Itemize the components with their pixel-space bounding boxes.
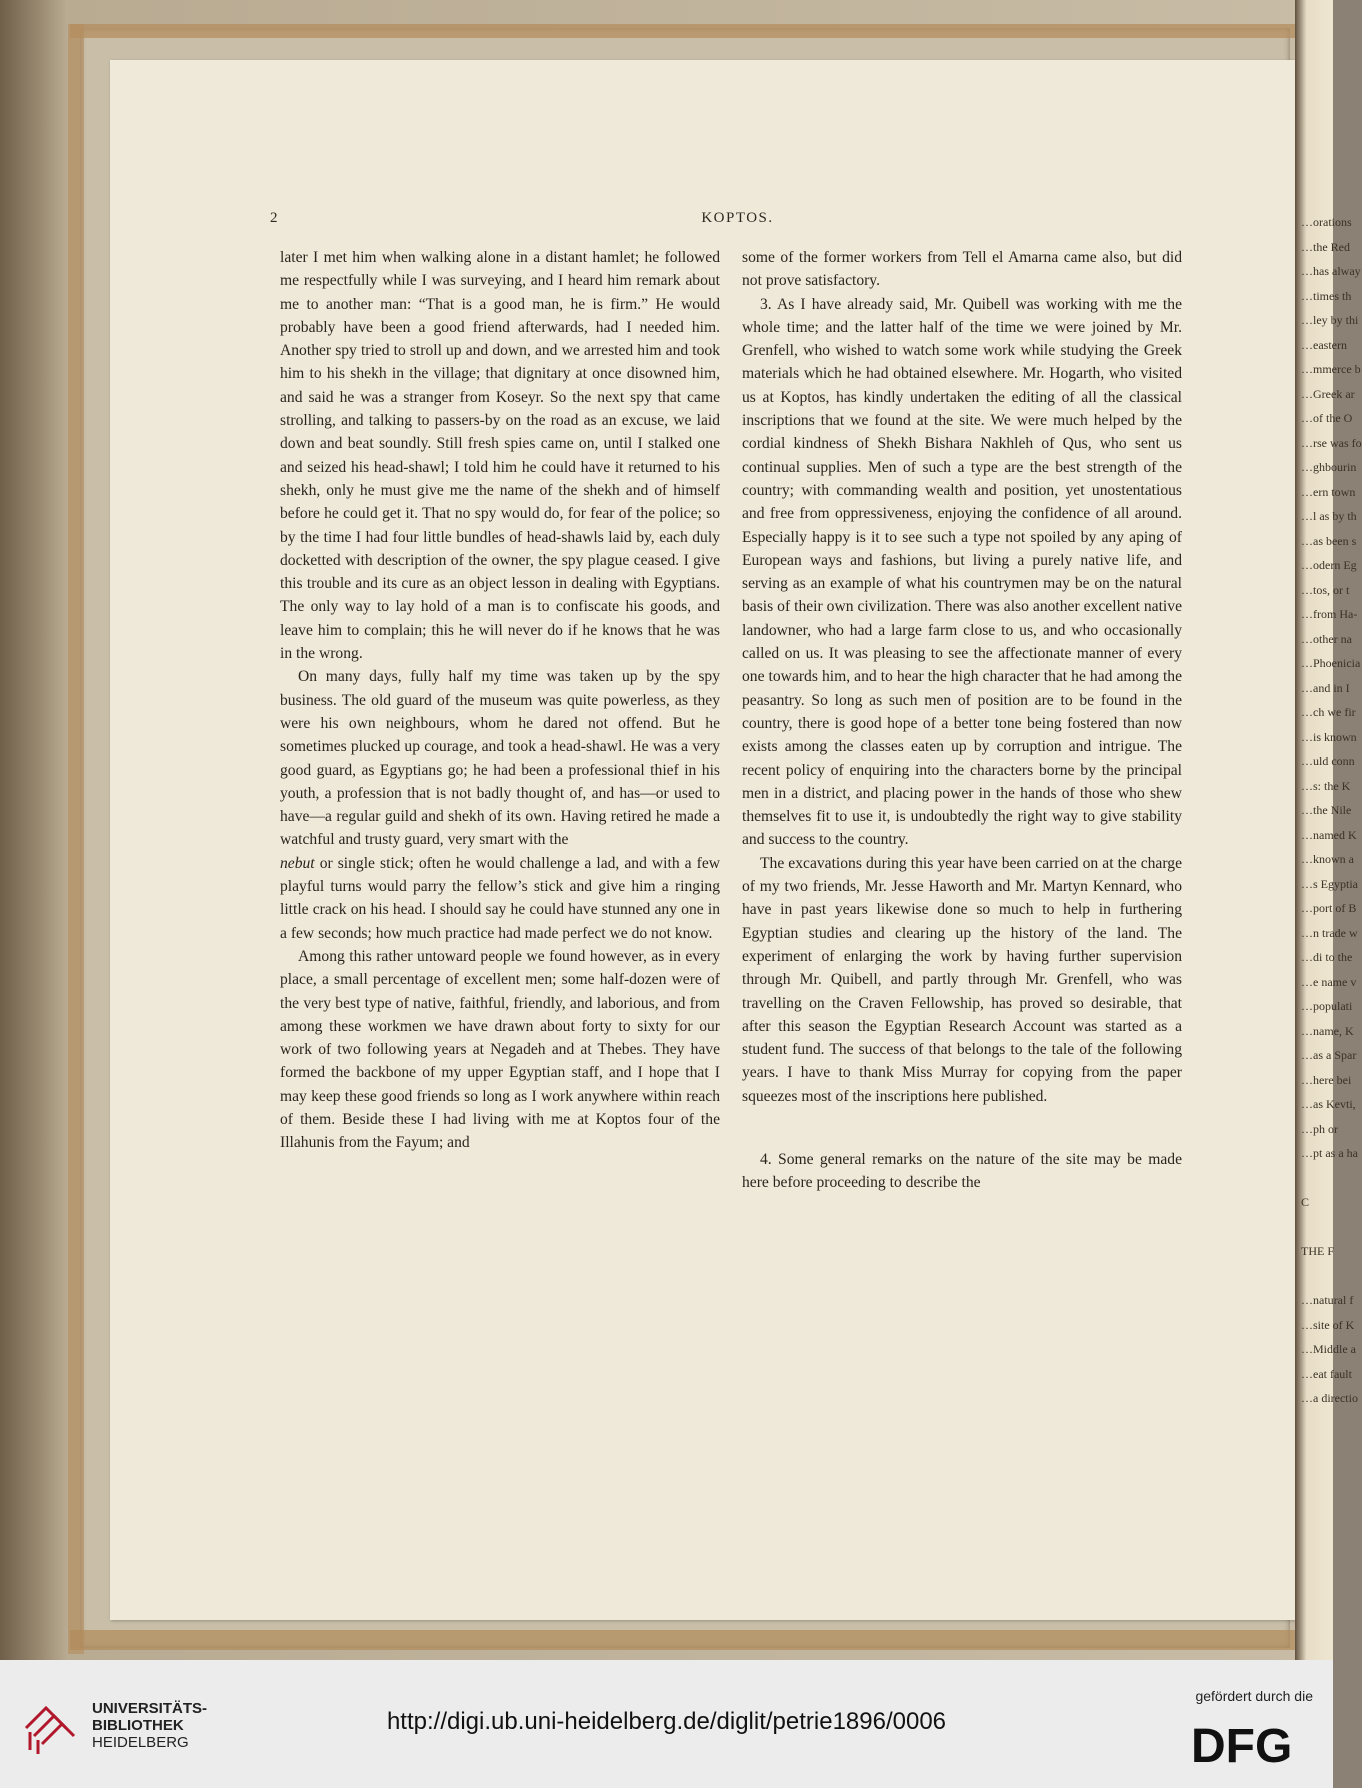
facing-page-line: …populati xyxy=(1301,999,1353,1013)
facing-page-line: …as a Spar xyxy=(1301,1048,1357,1062)
board-tape-top xyxy=(70,24,1295,38)
board-tape-left xyxy=(68,24,84,1654)
paragraph: Among this rather untoward people we found however, as in every place, a small percentage of excellent men; some half-dozen were of the very best type of native, faithful, friendly, and laborious, and from among these workmen we have drawn about forty to sixty for our work of two following years at Negadeh and at Thebes. They have formed the backbone of my upper Egyptian staff, and I hope that I may keep these good friends so long as I work anywhere within reach of them. Beside these I had living with me at Koptos four of the Illahunis from the Fayum; and xyxy=(280,947,720,1152)
facing-page-line: …natural f xyxy=(1301,1293,1354,1307)
facing-page-line: …ch we fir xyxy=(1301,705,1356,719)
facing-page-line xyxy=(1301,1166,1361,1191)
section-4-paragraph: 4. Some general remarks on the nature of the site may be made here before proceeding to describe the xyxy=(742,1150,1182,1192)
facing-page-line: …a directio xyxy=(1301,1391,1358,1405)
facing-page-text xyxy=(1301,210,1361,1411)
facing-page-line xyxy=(1301,1264,1361,1289)
facing-page-line: C xyxy=(1301,1195,1310,1209)
paragraph: The excavations during this year have been carried on at the charge of my two friends, Mr. Jesse Haworth and Mr. Martyn Kennard, who have in past years likewise done so much to help in furthering Egyptian studies and clearing up the history of the land. The experiment of enlarging the work by having further supervision through Mr. Quibell, and partly through Mr. Grenfell, who was travelling on the Craven Fellowship, has proved so desirable, that after this season the Egyptian Research Account was started as a student fund. The success of that belongs to the tale of the following years. I have to thank Miss Murray for copying from the paper squeezes most of the inscriptions here published. xyxy=(742,854,1182,1105)
permalink[interactable]: http://digi.ub.uni-heidelberg.de/diglit/petrie1896/0006 xyxy=(386,1708,947,1735)
facing-page-line: …Greek ar xyxy=(1301,386,1355,401)
right-text-column xyxy=(742,246,1182,1195)
facing-page-line: …di to the xyxy=(1301,950,1353,964)
facing-page-line: …orations xyxy=(1301,215,1352,229)
facing-page-line: …rse was fo xyxy=(1301,435,1362,450)
facing-page-line: …uld conn xyxy=(1301,754,1355,768)
facing-page-line: …odern Eg xyxy=(1301,558,1357,572)
paragraph: On many days, fully half my time was taken up by the spy business. The old guard of the museum was quite powerless, as they were his own neighbours, whom he dared not offend. But he sometimes plucked up courage, and took a head-shawl. He was a very good guard, as Egyptians go; he had been a professional thief in his youth, a profession that is not badly thought of, and has—or used to have—a regular guild and shekh of its own. Having retired he made a watchful and trusty guard, very smart with the xyxy=(280,668,720,849)
facing-page-line: …the Nile xyxy=(1301,803,1352,817)
facing-page-line: …s Egyptia xyxy=(1301,876,1358,891)
facing-page-line: …named K xyxy=(1301,827,1357,842)
facing-page-line: …as Kevti, xyxy=(1301,1097,1356,1111)
facing-page-line: …here bei xyxy=(1301,1072,1352,1087)
board-tape-bottom xyxy=(70,1630,1295,1650)
paragraph: some of the former workers from Tell el Amarna came also, but did not prove satisfactory. xyxy=(742,249,1182,290)
facing-page-line: …eat fault xyxy=(1301,1366,1352,1381)
facing-page-line: …ern town xyxy=(1301,484,1356,499)
facing-page-line: …tos, or t xyxy=(1301,582,1350,597)
italic-term: nebut xyxy=(280,854,315,872)
facing-page-line: …pt as a ha xyxy=(1301,1146,1358,1160)
facing-page-line: …other na xyxy=(1301,631,1352,646)
facing-page-line: …ley by thi xyxy=(1301,313,1359,327)
facing-page-line: …is known xyxy=(1301,729,1357,744)
facing-page-line: …from Ha- xyxy=(1301,607,1358,621)
facing-page-line: …l as by th xyxy=(1301,509,1357,523)
facing-page-line: …ghbourin xyxy=(1301,460,1357,474)
facing-page-line: …n trade w xyxy=(1301,925,1358,940)
running-title: KOPTOS. xyxy=(701,210,774,226)
viewer-footer xyxy=(0,1660,1333,1788)
facing-page-line: …the Red xyxy=(1301,239,1350,254)
paragraph-text: or single stick; often he would challenge a lad, and with a few playful turns would parry the fellow’s stick and give him a ringing little crack on his head. I should say he could have stunned any one in a few seconds; how much practice had made perfect we do not know. xyxy=(280,854,720,942)
facing-page-line: …known a xyxy=(1301,852,1354,866)
facing-page-line: …eastern xyxy=(1301,337,1347,352)
facing-page-line: …mmerce b xyxy=(1301,362,1361,376)
facing-page-line: …times th xyxy=(1301,288,1352,303)
library-name: UNIVERSITÄTS- BIBLIOTHEK HEIDELBERG xyxy=(92,1700,208,1751)
facing-page-line: …s: the K xyxy=(1301,778,1351,793)
facing-page-line: …as been s xyxy=(1301,533,1357,548)
facing-page-line: …e name v xyxy=(1301,974,1357,989)
facing-page-line xyxy=(1301,1215,1361,1240)
facing-page-line: …Middle a xyxy=(1301,1342,1356,1356)
facing-page-line: …and in I xyxy=(1301,680,1350,695)
funded-by-label: gefördert durch die xyxy=(1195,1688,1313,1704)
facing-page-line: …site of K xyxy=(1301,1317,1355,1332)
facing-page-edge xyxy=(1295,0,1362,1660)
dfg-logo-text: DFG xyxy=(1191,1720,1293,1773)
dfg-logo-icon[interactable] xyxy=(1191,1720,1311,1773)
facing-page-line: …ph or xyxy=(1301,1121,1338,1136)
left-text-column xyxy=(280,246,720,1155)
paragraph-continued xyxy=(280,852,720,945)
facing-page-line: …of the O xyxy=(1301,411,1353,425)
facing-page-line: …name, K xyxy=(1301,1023,1354,1038)
facing-page-line: THE F xyxy=(1301,1244,1334,1258)
facing-page-line: …Phoenicia xyxy=(1301,656,1361,670)
paragraph: later I met him when walking alone in a distant hamlet; he followed me respectfully while I was surveying, and I heard him remark about me to another man: “That is a good man, he is firm.” He would probably have been a good friend afterwards, had I needed him. Another spy tried to stroll up and down, and we arrested him and took him to his shekh in the village; that dignitary at once disowned him, and said he was a stranger from Koseyr. So the next spy that came strolling, and talking to passers-by on the road as an excuse, we laid down and beat soundly. Still fresh spies came on, until I stalked one and seized his head-shawl; I told him he could have it returned to his shekh, only he must give me the name of the shekh and of himself before he could get it. That no spy would do, for fear of the police; so by the time I had four little bundles of head-shawls laid by, each duly docketted with description of the owner, the spy plague ceased. I give this trouble and its cure as an object lesson in dealing with Egyptians. The only way to lay hold of a man is to confiscate his goods, and leave him to complain; this he will never do if he knows that he was in the wrong. xyxy=(280,249,720,663)
page-number: 2 xyxy=(270,210,279,226)
facing-page-line: …has alway xyxy=(1301,264,1361,278)
section-3-paragraph: 3. As I have already said, Mr. Quibell was working with me the whole time; and the latter half of the time we were joined by Mr. Grenfell, who wished to watch some work while studying the Greek materials which he had obtained elsewhere. Mr. Hogarth, who visited us at Koptos, has kindly undertaken the editing of all the classical inscriptions that we found at the site. We were much helped by the cordial kindness of Shekh Bishara Nakhleh of Qus, who sent us continual supplies. Men of such a type are the best strength of the country; with commanding wealth and position, yet unostentatious and free from oppressiveness, enjoying the confidence of all around. Especially happy is it to see such a type not spoiled by any aping of European ways and fashions, but living a purely native life, and serving as an example of what his countrymen may be on the natural basis of their own civilization. There was also another excellent native landowner, who had a large farm close to us, and who occasionally called on us. It was pleasing to see the affectionate manner of every one towards him, and to hear the high character that he had among the peasantry. So long as such men of position are to be found in the country, there is good hope of a better tone being fostered than now exists among the classes eaten up by corruption and intrigue. The recent policy of enquiring into the characters borne by the principal men in a district, and placing power in the hands of those who shew themselves fit to use it, is undoubtedly the right way to give stability and success to the country. xyxy=(742,295,1182,849)
facing-page-line: …port of B xyxy=(1301,901,1357,915)
